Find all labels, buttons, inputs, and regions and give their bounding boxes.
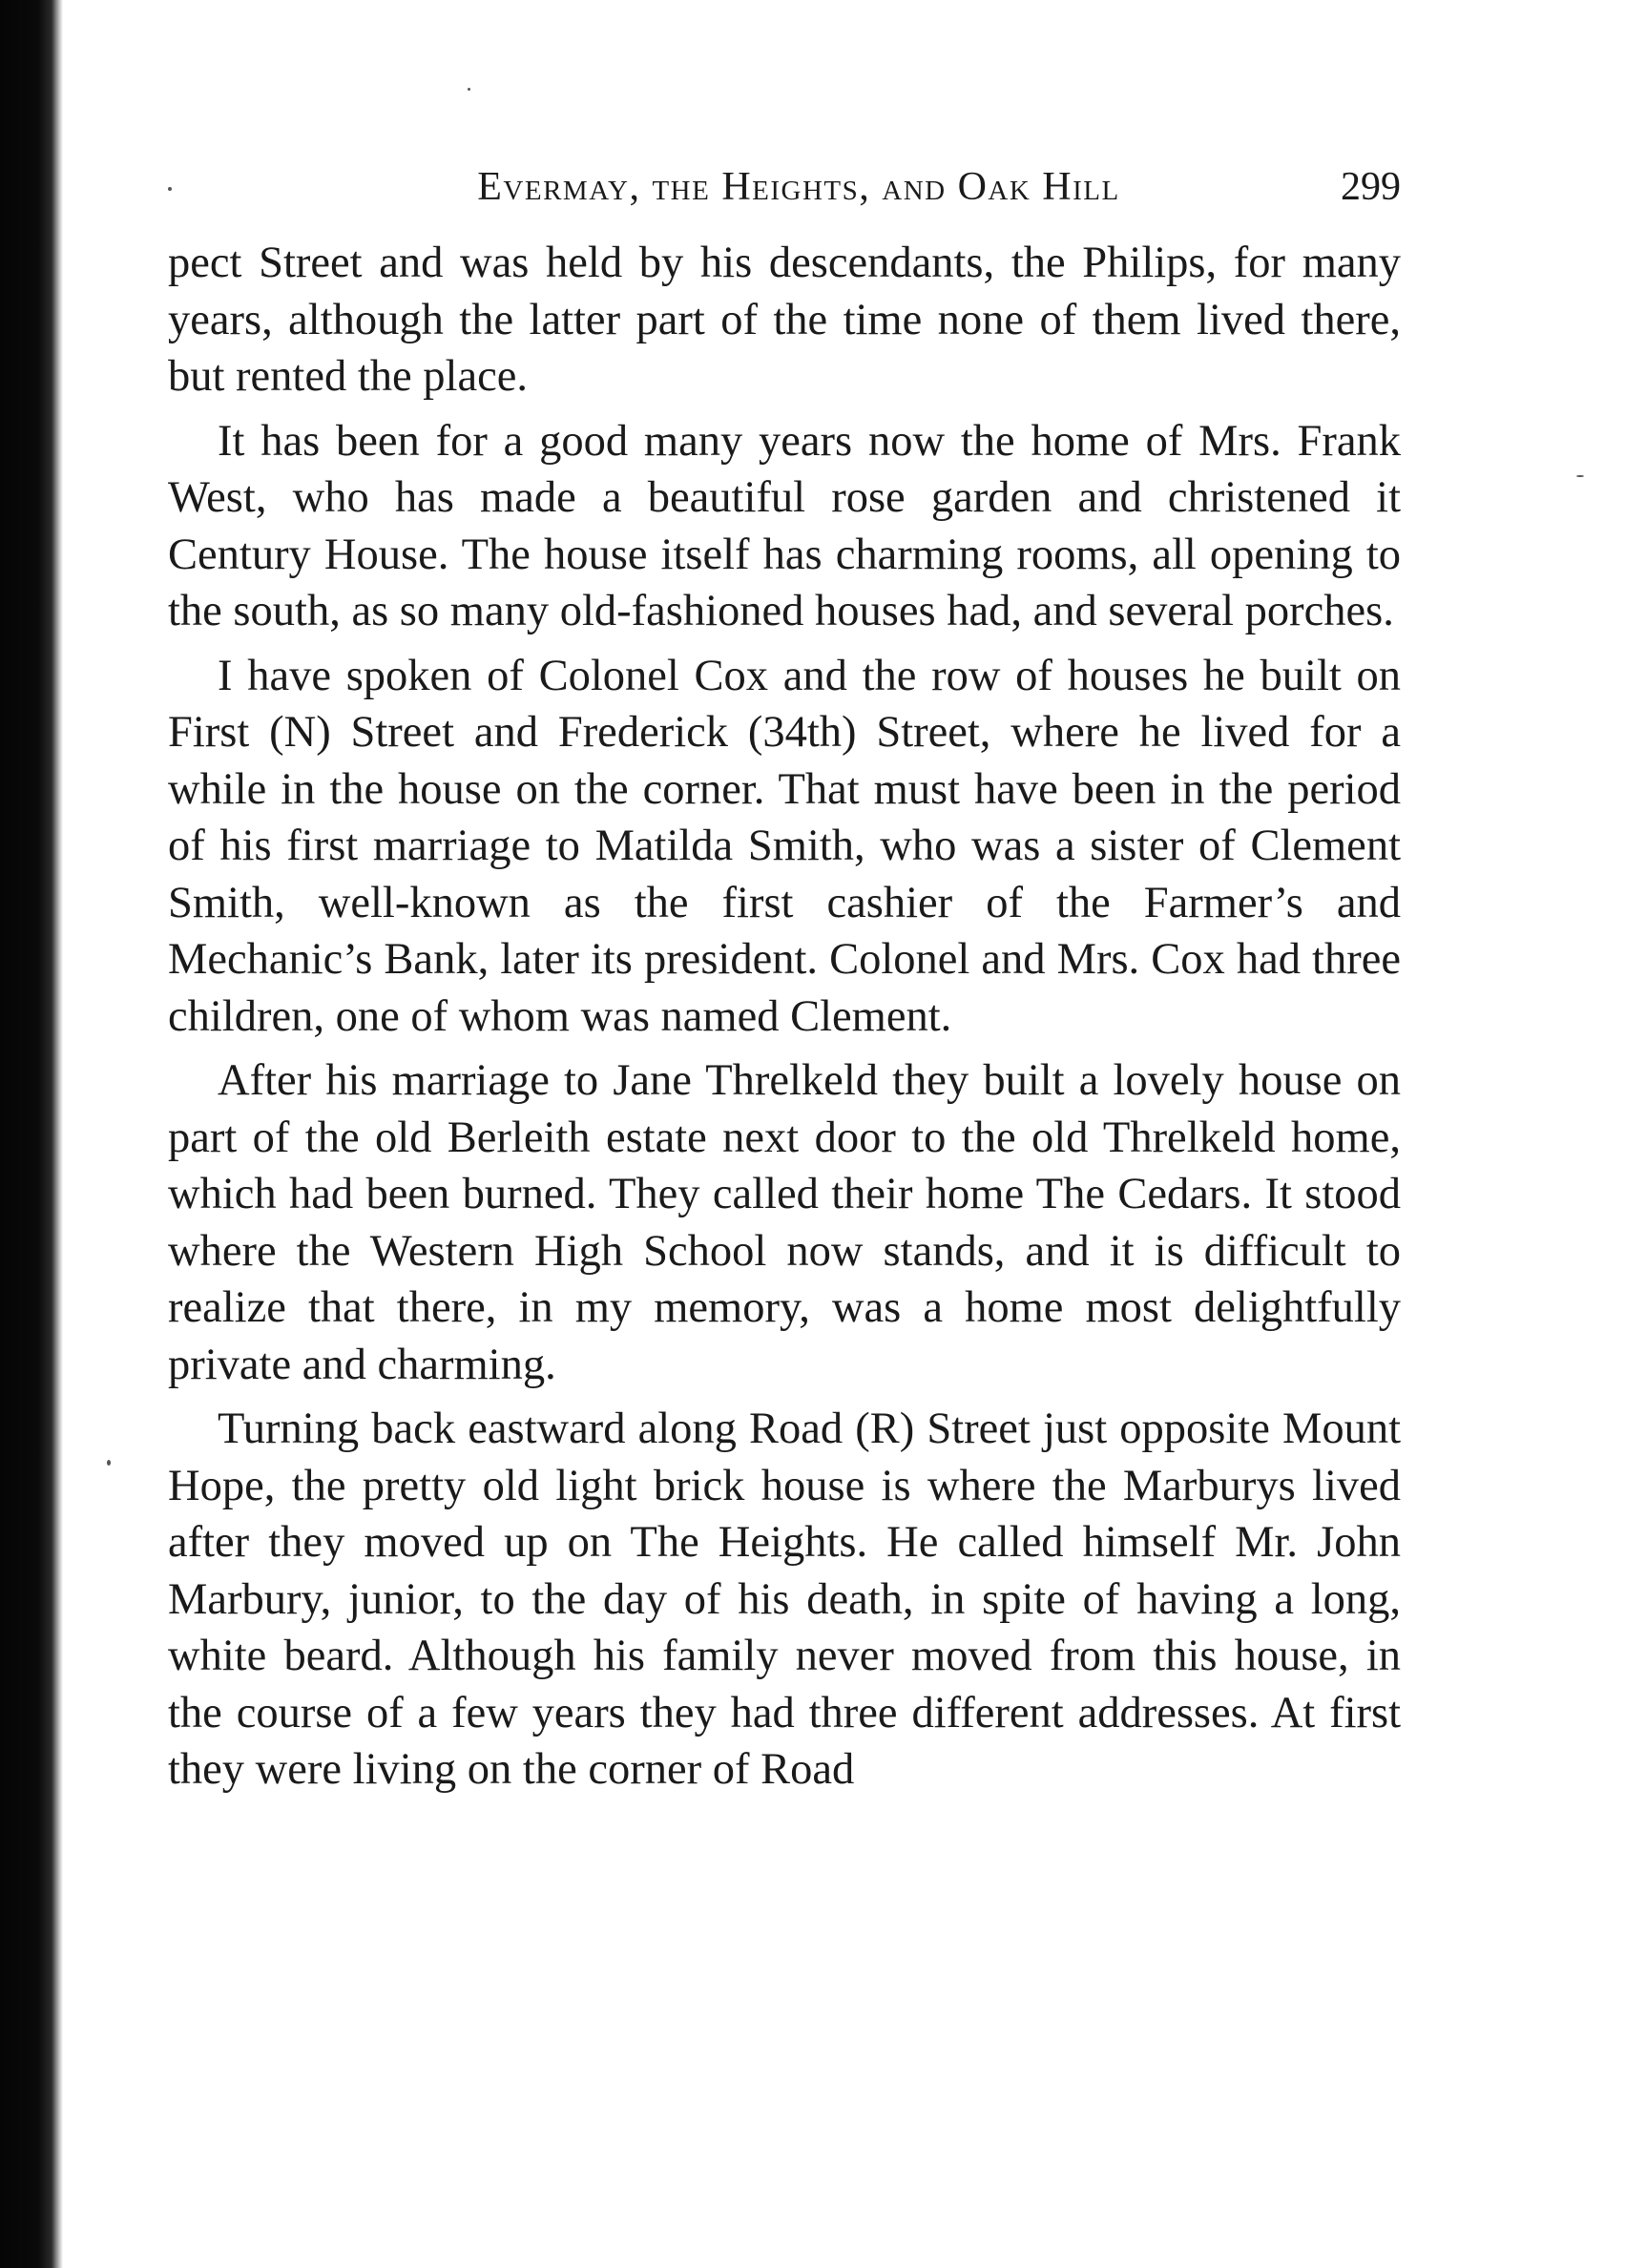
- paragraph: After his marriage to Jane Threlkeld they built a lovely house on part of the old Berleith estate next door to the old Threlkeld home, which had been burned. They called their home The Cedars. It stood where the Western High School now stands, and it is difficult to realize that there, in my memory, was a home most delightfully private and charming.: [168, 1056, 1401, 1389]
- scan-speck: [107, 1460, 111, 1466]
- paragraph: It has been for a good many years now the home of Mrs. Frank West, who has made a beautiful rose garden and christened it Century House. The house itself has charming rooms, all opening to the south, as so many old-fashioned houses had, and several porches.: [168, 416, 1401, 635]
- body-text: [168, 235, 1401, 1799]
- book-page: [168, 155, 1401, 1806]
- page-number: 299: [1341, 165, 1401, 209]
- running-head: [168, 155, 1401, 214]
- scanned-page-edge: [0, 0, 63, 2268]
- scan-speck: [468, 88, 470, 91]
- paragraph: pect Street and was held by his descendants, the Philips, for many years, although the latter part of the time none of them lived there, but rented the place.: [168, 239, 1401, 401]
- paragraph: Turning back eastward along Road (R) Street just opposite Mount Hope, the pretty old light brick house is where the Marburys lived after they moved up on The Heights. He called himself Mr. John Marbury, junior, to the day of his death, in spite of having a long, white beard. Although his family never moved from this house, in the course of a few years they had three different addresses. At first they were living on the corner of Road: [168, 1404, 1401, 1794]
- paragraph: I have spoken of Colonel Cox and the row of houses he built on First (N) Street and Frederick (34th) Street, where he lived for a while in the house on the corner. That must have been in the period of his first marriage to Matilda Smith, who was a sister of Clement Smith, well-known as the first cashier of the Farmer’s and Mechanic’s Bank, later its president. Colonel and Mrs. Cox had three children, one of whom was named Clement.: [168, 651, 1401, 1041]
- chapter-title: Evermay, the Heights, and Oak Hill: [477, 165, 1120, 209]
- scan-speck: [1576, 475, 1584, 477]
